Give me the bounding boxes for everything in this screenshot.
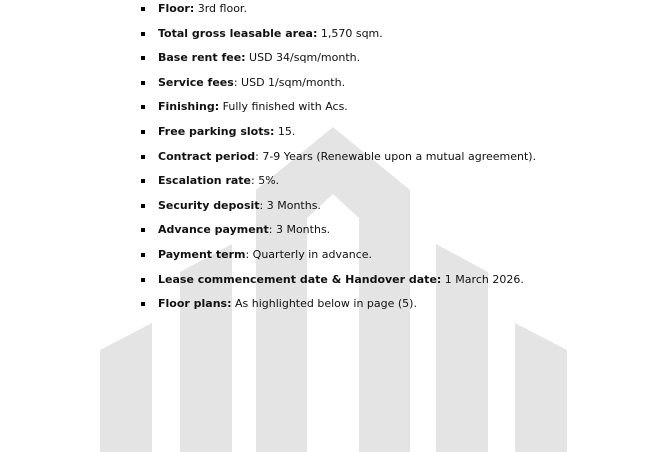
term-value: 15.: [274, 125, 296, 138]
square-bullet-icon: [141, 130, 145, 134]
lease-term-item: [158, 2, 247, 16]
square-bullet-icon: [141, 228, 145, 232]
square-bullet-icon: [141, 253, 145, 257]
lease-term-item: [158, 174, 279, 188]
square-bullet-icon: [141, 302, 145, 306]
square-bullet-icon: [141, 278, 145, 282]
term-label: Advance payment: [158, 223, 269, 237]
term-value: : 3 Months.: [268, 223, 331, 237]
term-value: 1 March 2026.: [441, 272, 524, 286]
term-label: Finishing:: [158, 100, 220, 114]
term-value: : USD 1/sqm/month.: [233, 75, 346, 89]
lease-term-item: [158, 51, 360, 65]
term-value: As highlighted below in page (5).: [231, 297, 417, 311]
square-bullet-icon: [141, 105, 145, 109]
square-bullet-icon: [141, 32, 145, 36]
square-bullet-icon: [141, 81, 145, 85]
term-value: Fully finished with Acs.: [219, 100, 348, 114]
lease-term-item: [158, 273, 524, 287]
term-label: Base rent fee:: [158, 51, 246, 65]
term-value: : 3 Months.: [259, 198, 321, 212]
term-label: Escalation rate: [158, 174, 252, 188]
lease-term-item: [158, 150, 536, 164]
lease-term-item: [158, 223, 330, 237]
term-value: : 7-9 Years (Renewable upon a mutual agreement).: [255, 149, 537, 163]
lease-term-item: [158, 199, 321, 213]
term-value: : 5%.: [251, 174, 280, 188]
lease-term-item: [158, 76, 345, 90]
term-value: 3rd floor.: [194, 2, 247, 15]
square-bullet-icon: [141, 56, 145, 60]
lease-term-item: [158, 297, 417, 311]
square-bullet-icon: [141, 155, 145, 159]
term-label: Payment term: [158, 248, 246, 261]
term-label: Floor plans:: [158, 297, 232, 311]
lease-term-item: [158, 125, 295, 139]
term-label: Total gross leasable area:: [158, 26, 318, 40]
term-label: Lease commencement date & Handover date:: [158, 272, 442, 286]
term-label: Service fees: [158, 75, 234, 89]
term-label: Floor:: [158, 2, 195, 15]
term-value: USD 34/sqm/month.: [245, 51, 361, 65]
term-value: 1,570 sqm.: [317, 26, 383, 40]
square-bullet-icon: [141, 7, 145, 11]
term-label: Free parking slots:: [158, 125, 275, 138]
lease-term-item: [158, 100, 348, 114]
square-bullet-icon: [141, 179, 145, 183]
lease-term-item: [158, 248, 372, 262]
term-label: Contract period: [158, 149, 256, 163]
lease-term-item: [158, 27, 383, 41]
term-label: Security deposit: [158, 198, 260, 212]
term-value: : Quarterly in advance.: [245, 248, 373, 261]
square-bullet-icon: [141, 204, 145, 208]
